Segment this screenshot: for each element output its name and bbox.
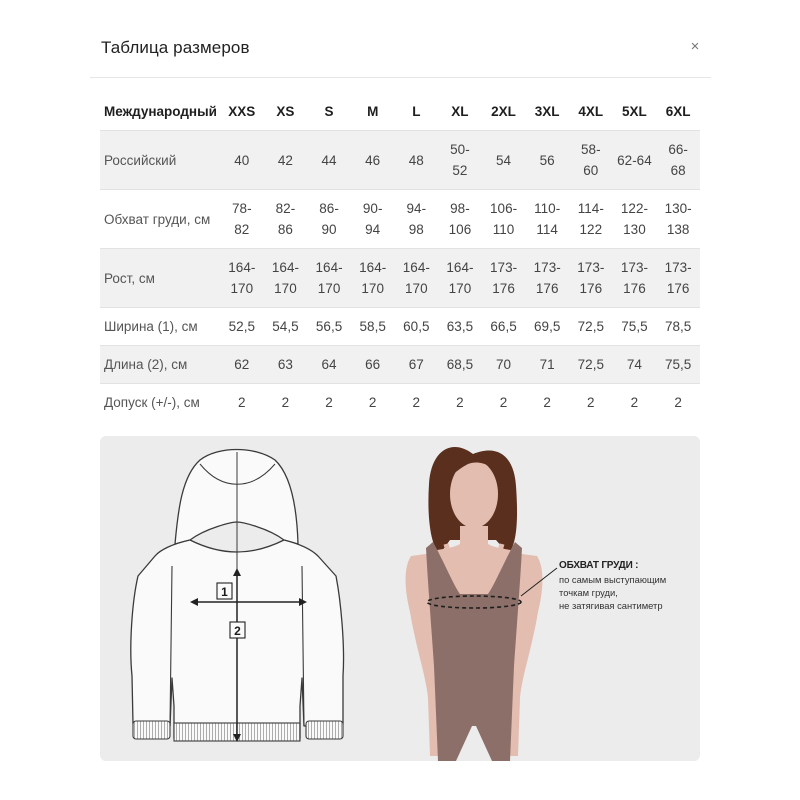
table-cell: 78,5 (664, 319, 692, 334)
size-table (100, 92, 700, 421)
table-cell: 164- 170 (315, 260, 343, 296)
modal-title: Таблица размеров (101, 38, 250, 57)
table-cell: 64 (321, 357, 337, 372)
table-cell: 58,5 (359, 319, 386, 334)
table-cell: 94- 98 (406, 201, 427, 237)
table-cell: 75,5 (621, 319, 648, 334)
table-cell: 164- 170 (446, 260, 474, 296)
table-cell: 67 (408, 357, 424, 372)
header-divider (90, 77, 711, 78)
size-header: 3XL (534, 103, 560, 119)
table-cell: 98- 106 (448, 201, 472, 237)
table-row (100, 249, 700, 308)
table-row (100, 346, 700, 384)
size-header: 4XL (578, 103, 604, 119)
row-label: Ширина (1), см (104, 319, 198, 334)
table-cell: 173- 176 (533, 260, 561, 296)
table-cell: 86- 90 (319, 201, 339, 237)
table-cell: 56 (539, 152, 555, 168)
chest-legend (559, 560, 699, 612)
table-cell: 72,5 (577, 319, 604, 334)
table-cell: 63,5 (446, 319, 474, 334)
size-header: 5XL (622, 103, 647, 119)
table-row (100, 384, 700, 422)
size-header: S (324, 103, 334, 119)
table-cell: 68,5 (446, 357, 474, 372)
table-cell: 110- 114 (534, 201, 561, 237)
mark-2-label: 2 (234, 624, 241, 638)
table-cell: 164- 170 (359, 260, 387, 296)
table-cell: 66,5 (490, 319, 517, 334)
chest-legend-text: по самым выступающим точкам груди, не затягивая сантиметр (559, 574, 667, 611)
table-cell: 90- 94 (362, 201, 383, 237)
table-cell: 46 (365, 152, 381, 168)
table-cell: 2 (325, 395, 333, 410)
table-header-row (100, 92, 700, 131)
size-header: L (412, 103, 421, 119)
table-cell: 122- 130 (620, 201, 648, 237)
table-cell: 82- 86 (275, 201, 296, 237)
table-cell: 48 (408, 152, 424, 168)
table-cell: 2 (368, 395, 377, 410)
table-cell: 54,5 (272, 319, 299, 334)
left-cuff (133, 721, 170, 739)
table-cell: 173- 176 (490, 260, 518, 296)
table-cell: 2 (238, 395, 246, 410)
table-cell: 78- 82 (232, 201, 252, 237)
table-cell: 164- 170 (271, 260, 299, 296)
table-cell: 2 (499, 395, 508, 410)
size-header: M (367, 103, 379, 119)
table-cell: 54 (496, 152, 512, 168)
table-cell: 2 (281, 395, 290, 410)
table-row (100, 308, 700, 346)
table-cell: 66- 68 (668, 142, 688, 178)
table-cell: 70 (496, 357, 512, 372)
size-header: XL (451, 103, 469, 119)
size-header: XXS (228, 103, 256, 119)
table-cell: 2 (543, 395, 551, 410)
table-cell: 114- 122 (577, 201, 604, 237)
chest-legend-title: ОБХВАТ ГРУДИ : (559, 560, 639, 571)
close-icon[interactable]: × (690, 38, 700, 55)
table-cell: 173- 176 (664, 260, 692, 296)
row-label: Рост, см (104, 270, 155, 286)
table-cell: 2 (456, 395, 464, 410)
table-cell: 62-64 (617, 152, 652, 168)
table-cell: 44 (321, 152, 337, 168)
table-cell: 63 (277, 357, 293, 372)
table-cell: 173- 176 (620, 260, 648, 296)
row-label: Российский (104, 152, 177, 168)
table-cell: 130- 138 (664, 201, 692, 237)
table-row (100, 190, 700, 249)
table-cell: 2 (674, 395, 682, 410)
table-cell: 69,5 (534, 319, 561, 334)
table-cell: 75,5 (664, 357, 692, 372)
table-cell: 66 (365, 357, 381, 372)
table-cell: 72,5 (577, 357, 604, 372)
table-row (100, 131, 700, 190)
table-cell: 42 (277, 152, 293, 168)
table-cell: 71 (539, 357, 555, 372)
table-cell: 164- 170 (402, 260, 430, 296)
table-cell: 58- 60 (581, 142, 601, 178)
table-cell: 2 (412, 395, 421, 410)
table-cell: 50- 52 (450, 142, 470, 178)
woman-figure-icon (406, 447, 543, 761)
measurement-illustration (100, 436, 700, 761)
header-label: Международный (104, 103, 217, 119)
table-cell: 173- 176 (577, 260, 605, 296)
table-cell: 2 (587, 395, 595, 410)
table-cell: 60,5 (403, 319, 430, 334)
right-cuff (306, 721, 343, 739)
table-cell: 74 (626, 357, 642, 372)
row-label: Обхват груди, см (104, 211, 211, 227)
table-cell: 164- 170 (228, 260, 256, 296)
size-header: 2XL (491, 103, 516, 119)
size-header: 6XL (665, 103, 691, 119)
row-label: Допуск (+/-), см (104, 395, 200, 410)
size-header: XS (276, 103, 295, 119)
table-cell: 62 (234, 357, 250, 372)
table-cell: 56,5 (315, 319, 343, 334)
table-cell: 40 (234, 152, 250, 168)
table-cell: 52,5 (228, 319, 255, 334)
mark-1-label: 1 (221, 585, 228, 599)
table-cell: 2 (630, 395, 639, 410)
table-cell: 106- 110 (490, 201, 518, 237)
row-label: Длина (2), см (104, 357, 188, 372)
